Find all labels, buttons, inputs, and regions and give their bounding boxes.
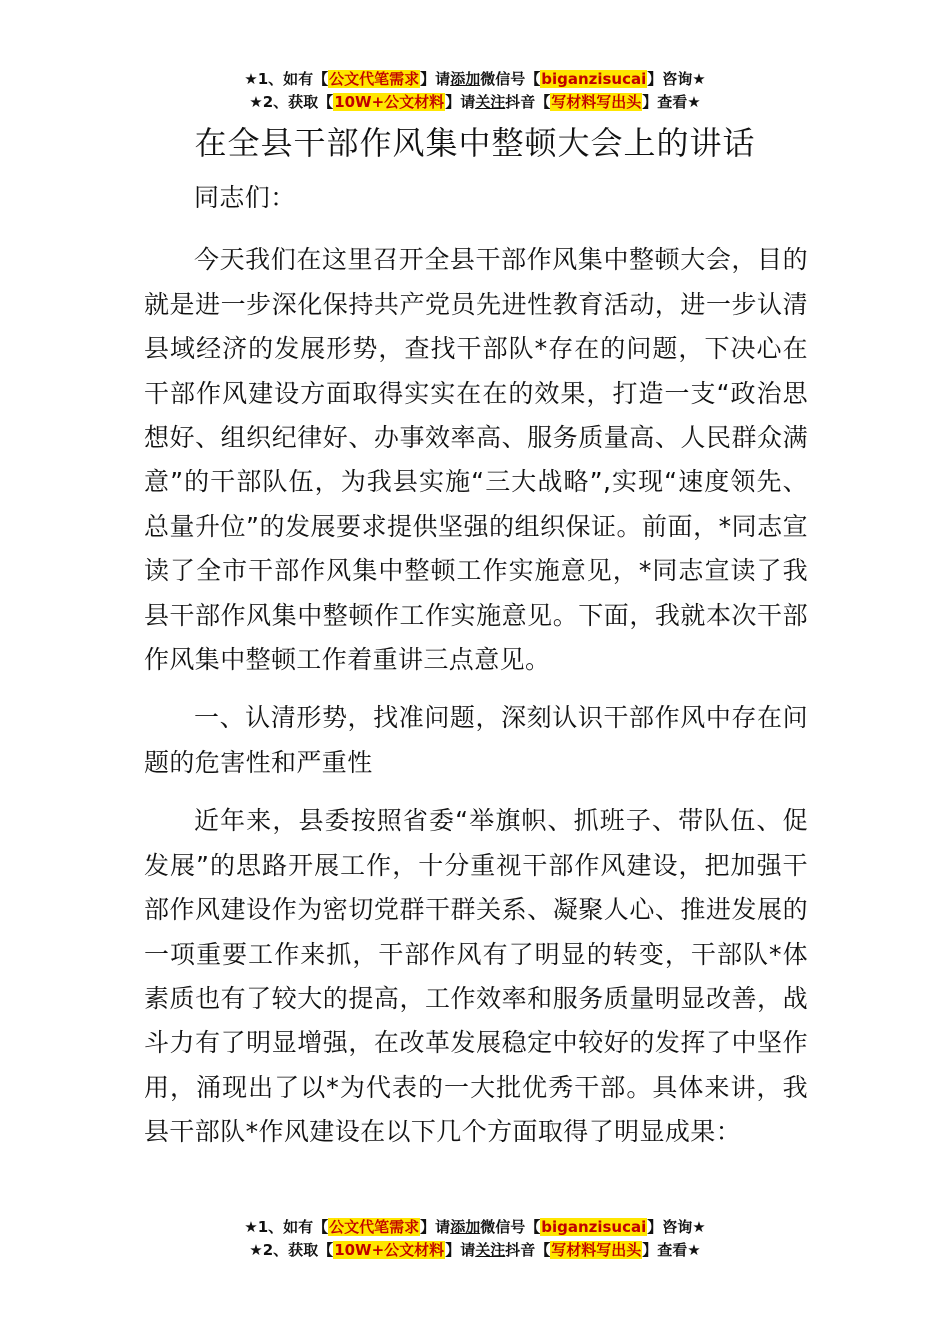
banner-text: 】咨询★ [647,1218,706,1236]
paragraph-2: 近年来，县委按照省委“举旗帜、抓班子、带队伍、促发展”的思路开展工作，十分重视干部作风建设，把加强干部作风建设作为密切党群干群关系、凝聚人心、推进发展的一项重要工作来抓，干部作风有了明显的转变，干部队*体素质也有了较大的提高，工作效率和服务质量明显改善，战斗力有了明显增强，在改革发展稳定中较好的发挥了中坚作用，涌现出了以*为代表的一大批优秀干部。具体来讲，我县干部队*作风建设在以下几个方面取得了明显成果： [144,806,808,1147]
banner-line-1 [0,1216,950,1239]
banner-text: 】请 [420,70,451,88]
banner-text: ★1、如有【 [244,1218,329,1236]
banner-text: 】请 [445,93,476,111]
banner-text: ★1、如有【 [244,70,329,88]
banner-line-1 [0,68,950,91]
banner-text: 抖音【 [505,93,551,111]
document-title: 在全县干部作风集中整顿大会上的讲话 [194,124,756,162]
banner-highlight: 10W+公文材料 [334,1241,445,1259]
banner-text: ★2、获取【 [249,93,334,111]
paragraph-1: 今天我们在这里召开全县干部作风集中整顿大会，目的就是进一步深化保持共产党员先进性教育活动，进一步认清县域经济的发展形势，查找干部队*存在的问题，下决心在干部作风建设方面取得实实在在的效果，打造一支“政治思想好、组织纪律好、办事效率高、服务质量高、人民群众满意”的干部队伍，为我县实施“三大战略”,实现“速度领先、总量升位”的发展要求提供坚强的组织保证。前面，*同志宣读了全市干部作风集中整顿工作实施意见，*同志宣读了我县干部作风集中整顿作工作实施意见。下面，我就本次干部作风集中整顿工作着重讲三点意见。 [144,245,808,675]
banner-text: 抖音【 [505,1241,551,1259]
banner-highlight: 公文代笔需求 [329,1218,420,1236]
banner-underlined: 添加 [450,70,481,88]
banner-underlined: 添加 [450,1218,481,1236]
banner-highlight: 10W+公文材料 [334,93,445,111]
header-banner [0,68,950,114]
banner-text: 】查看★ [642,1241,701,1259]
banner-text: 】查看★ [642,93,701,111]
banner-text: 】咨询★ [647,70,706,88]
banner-highlight: biganzisucai [541,1218,647,1236]
banner-text: 微信号【 [480,70,541,88]
banner-highlight: 写材料写出头 [551,1241,642,1259]
document-body [144,176,808,1155]
banner-underlined: 关注 [475,93,506,111]
banner-text: 微信号【 [480,1218,541,1236]
banner-highlight: 公文代笔需求 [329,70,420,88]
banner-underlined: 关注 [475,1241,506,1259]
salutation: 同志们： [194,183,296,212]
banner-text: ★2、获取【 [249,1241,334,1259]
banner-text: 】请 [420,1218,451,1236]
banner-highlight: biganzisucai [541,70,647,88]
footer-banner [0,1216,950,1262]
banner-highlight: 写材料写出头 [551,93,642,111]
banner-line-2 [0,1239,950,1262]
banner-text: 】请 [445,1241,476,1259]
section-heading-1: 一、认清形势，找准问题，深刻认识干部作风中存在问题的危害性和严重性 [144,703,808,777]
banner-line-2 [0,91,950,114]
